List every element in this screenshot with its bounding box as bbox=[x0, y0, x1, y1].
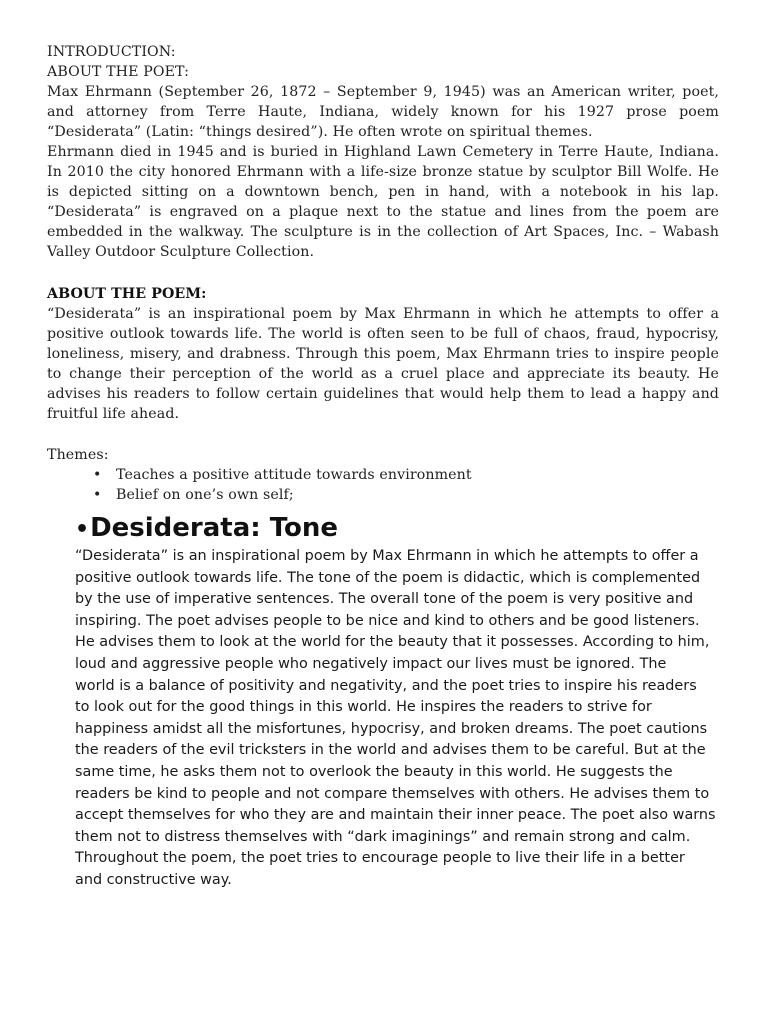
intro-heading: INTRODUCTION: bbox=[47, 44, 176, 60]
tone-heading-text: Desiderata: Tone bbox=[90, 513, 338, 543]
themes-item-text: Belief on one’s own self; bbox=[116, 487, 294, 503]
tone-line: by the use of imperative sentences. The overall tone of the poem is very positive and bbox=[75, 591, 694, 608]
tone-line: “Desiderata” is an inspirational poem by Max Ehrmann in which he attempts to offer a bbox=[75, 548, 699, 564]
tone-line: happiness amidst all the misfortunes, hypocrisy, and broken dreams. The poet cautions bbox=[75, 720, 708, 737]
tone-line: the readers of the evil tricksters in the world and advises them to be careful. But at the bbox=[75, 742, 706, 759]
intro-section bbox=[47, 42, 719, 262]
tone-heading bbox=[75, 510, 338, 548]
tone-line: them not to distress themselves with “dark imaginings” and remain strong and calm. bbox=[75, 828, 691, 845]
themes-list bbox=[47, 465, 719, 505]
tone-line: accept themselves for who they are and maintain their inner peace. The poet also warns bbox=[75, 807, 716, 824]
themes-item bbox=[47, 485, 719, 505]
poet-heading: ABOUT THE POET: bbox=[47, 64, 189, 80]
poem-paragraph: “Desiderata” is an inspirational poem by Max Ehrmann in which he attempts to offer a positive outlook towards life. The world is often seen to be full of chaos, fraud, hypocrisy, loneliness, misery, and drabness. Through this poem, Max Ehrmann tries to inspire people to change their perception of the world as a cruel place and appreciate its beauty. He advises his readers to follow certain guidelines that would help them to lead a happy and fruitful life ahead. bbox=[47, 306, 719, 422]
tone-line: positive outlook towards life. The tone of the poem is didactic, which is complemented bbox=[75, 569, 701, 586]
themes-item bbox=[47, 465, 719, 485]
poet-paragraph-2: Ehrmann died in 1945 and is buried in Highland Lawn Cemetery in Terre Haute, Indiana. In 2010 the city honored Ehrmann with a life-size bronze statue by sculptor Bill Wolfe. He is depicted sitting on a downtown bench, pen in hand, with a notebook in his lap. “Desiderata” is engraved on a plaque next to the statue and lines from the poem are embedded in the walkway. The sculpture is in the collection of Art Spaces, Inc. – Wabash Valley Outdoor Sculpture Collection. bbox=[47, 144, 719, 260]
tone-line: readers be kind to people and not compare themselves with others. He advises them to bbox=[75, 785, 710, 802]
bullet-icon: • bbox=[93, 487, 102, 503]
poem-heading: ABOUT THE POEM: bbox=[47, 286, 207, 302]
poem-section bbox=[47, 284, 719, 424]
themes-item-text: Teaches a positive attitude towards environment bbox=[116, 467, 472, 483]
poet-paragraph-1: Max Ehrmann (September 26, 1872 – September 9, 1945) was an American writer, poet, and attorney from Terre Haute, Indiana, widely known for his 1927 prose poem “Desiderata” (Latin: “things desired”). He often wrote on spiritual themes. bbox=[47, 84, 719, 140]
tone-line: to look out for the good things in this world. He inspires the readers to strive for bbox=[75, 699, 652, 716]
bullet-icon: • bbox=[93, 467, 102, 483]
tone-line: He advises them to look at the world for the beauty that it possesses. According to him, bbox=[75, 634, 710, 651]
themes-section bbox=[47, 445, 719, 505]
bullet-icon: • bbox=[75, 517, 90, 542]
tone-line: world is a balance of positivity and negativity, and the poet tries to inspire his readers bbox=[75, 677, 697, 694]
themes-label: Themes: bbox=[47, 447, 109, 463]
tone-line: loud and aggressive people who negatively impact our lives must be ignored. The bbox=[75, 655, 667, 672]
tone-line: inspiring. The poet advises people to be nice and kind to others and be good listeners. bbox=[75, 612, 700, 629]
tone-line: same time, he asks them not to overlook the beauty in this world. He suggests the bbox=[75, 763, 673, 780]
tone-line: and constructive way. bbox=[75, 871, 232, 888]
tone-paragraph bbox=[75, 546, 723, 892]
tone-line: Throughout the poem, the poet tries to encourage people to live their life in a better bbox=[75, 850, 685, 867]
